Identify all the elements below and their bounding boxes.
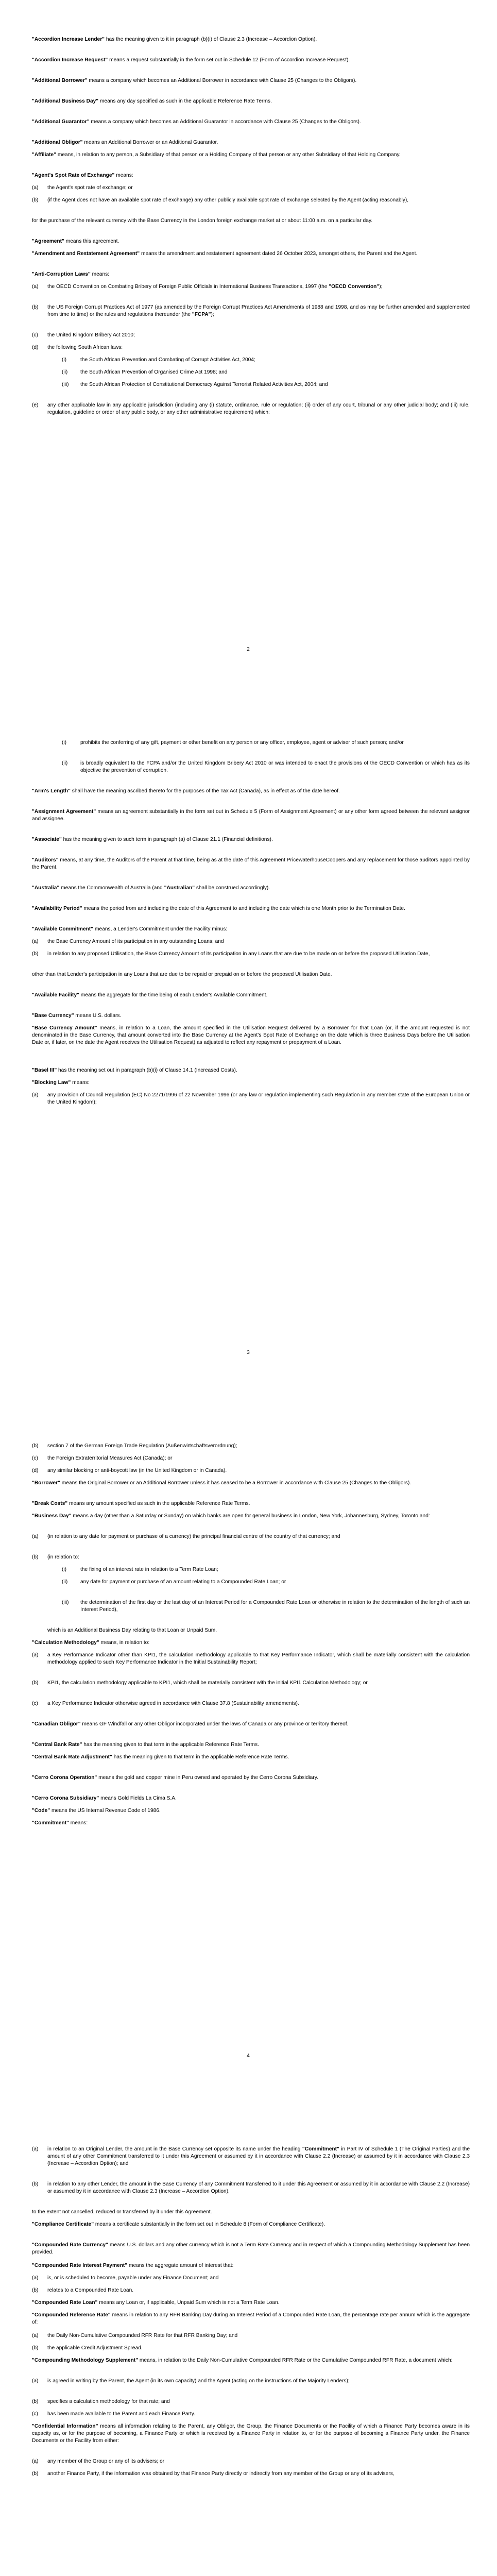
definition-commitment: "Commitment" means: [32,1820,88,1826]
list-text: any provision of Council Regulation (EC) No 2271/1996 of 22 November 1996 (or any law or regulation implementing such Regulation in any member state of the European Union or the United Kingdom); [47,1092,470,1105]
definition-base-currency-amount: "Base Currency Amount" means, in relation to a Loan, the amount specified in the Utilisation Request delivered by a Borrower for that Loan (or, if the amount requested is not denominated in the Base Currency, that amount converted into the Base Currency at the Agent's Spot Rate of Exchange on the date which is three Business Days before the Utilisation Date or, if later, on the date the Agent receives the Utilisation Request) as adjusted to reflect any repayment or prepayment of a Loan. [32,1025,470,1045]
list-label: (e) [32,402,39,408]
list-text: KPI1, the calculation methodology applicable to KPI1, which shall be materially consistent with the initial KPI1 Calculation Methodology; or [47,1680,368,1686]
list-label: (a) [32,284,39,290]
list-text: the fixing of an interest rate in relation to a Term Rate Loan; [80,1567,218,1572]
list-text: the applicable Credit Adjustment Spread. [47,2345,143,2351]
definition-business-day: "Business Day" means a day (other than a Saturday or Sunday) on which banks are open for general business in London, New York, Johannesburg, Sydney, Toronto and: [32,1513,430,1519]
definition-compounding-methodology-supplement: "Compounding Methodology Supplement" means, in relation to the Daily Non-Cumulative Compounded RFR Rate or the Cumulative Compounded RFR Rate, a document which: [32,2358,453,2363]
list-text: (in relation to: [47,1554,79,1560]
list-text: a Key Performance Indicator otherwise agreed in accordance with Clause 37.8 (Sustainability amendments). [47,1701,299,1706]
list-text: in relation to any proposed Utilisation, the Base Currency Amount of its participation in any Loans that are due to be made on or before the proposed Utilisation Date, [47,951,430,957]
definition-compounded-rate-currency: "Compounded Rate Currency" means U.S. dollars and any other currency which is not a Term Rate Currency and in respect of which a Compounding Methodology Supplement has been provided. [32,2242,470,2255]
list-text: any member of the Group or any of its advisers; or [47,2459,165,2464]
list-label: (iii) [62,1600,69,1605]
list-label: (b) [32,951,39,957]
definition-cerro-corona-operation: "Cerro Corona Operation" means the gold and copper mine in Peru owned and operated by the Cerro Corona Subsidiary. [32,1775,318,1781]
definition-assignment-agreement: "Assignment Agreement" means an agreement substantially in the form set out in Schedule 5 (Form of Assignment Agreement) or any other form agreed between the relevant assignor and assignee. [32,809,470,822]
list-text: the determination of the first day or the last day of an Interest Period for a Compounded Rate Loan or otherwise in relation to the determination of the length of such an Interest Period), [80,1600,470,1613]
list-label: (i) [62,740,67,745]
list-text: in relation to any other Lender, the amount in the Base Currency of any Commitment transferred to it under this Agreement or assumed by it in accordance with Clause 2.2 (Increase) or assumed by it in accordance with Clause 2.3 (Increase – Accordion Option), [47,2181,470,2194]
definition-auditors: "Auditors" means, at any time, the Auditors of the Parent at that time, being as at the date of this Agreement PricewaterhouseCoopers and any replacement for those auditors appointed by the Parent. [32,857,470,870]
definition-additional-guarantor: "Additional Guarantor" means a company which becomes an Additional Guarantor in accordance with Clause 25 (Changes to the Obligors). [32,119,361,125]
definition-additional-obligor: "Additional Obligor" means an Additional Borrower or an Additional Guarantor. [32,140,218,145]
definition-basel-iii: "Basel III" has the meaning set out in paragraph (b)(i) of Clause 14.1 (Increased Costs). [32,1067,237,1073]
list-text: a Key Performance Indicator other than KPI1, the calculation methodology applicable to that Key Performance Indicator, which shall be materially consistent with the calculation methodology applied to such Key Performance Indicator in the Initial Sustainability Report; [47,1652,470,1665]
list-text: is agreed in writing by the Parent, the Agent (in its own capacity) and the Agent (acting on the instructions of the Majority Lenders); [47,2378,350,2384]
definition-base-currency: "Base Currency" means U.S. dollars. [32,1013,122,1019]
definition-agreement: "Agreement" means this agreement. [32,239,119,244]
list-text: any other applicable law in any applicable jurisdiction (including any (i) statute, ordinance, rule or regulation; (ii) order of any court, tribunal or any other judicial body; and (iii) rule, regulation, guideline or order of any public body, or any other administrative requirement) which: [47,402,470,415]
list-label: (c) [32,1701,38,1706]
definition-affiliate: "Affiliate" means, in relation to any person, a Subsidiary of that person or a Holding Company of that person or any other Subsidiary of that Holding Company. [32,152,401,158]
list-label: (b) [32,1554,39,1560]
list-text: the United Kingdom Bribery Act 2010; [47,332,135,338]
list-label: (b) [32,2471,39,2477]
list-text: the Agent's spot rate of exchange; or [47,185,133,191]
list-text: (in relation to any date for payment or purchase of a currency) the principal financial centre of the country of that currency; and [47,1534,340,1539]
definition-australia: "Australia" means the Commonwealth of Australia (and "Australian" shall be construed accordingly). [32,885,270,891]
definition-associate: "Associate" has the meaning given to such term in paragraph (a) of Clause 21.1 (Financial definitions). [32,837,273,842]
list-text: the US Foreign Corrupt Practices Act of 1977 (as amended by the Foreign Corrupt Practices Act Amendments of 1988 and 1998, and as may be further amended and supplemented from time to time) or the rules and regulations thereunder (the "FCPA"); [47,304,470,317]
list-text: has been made available to the Parent and each Finance Party. [47,2411,195,2417]
list-label: (ii) [62,1579,68,1585]
list-label: (b) [32,1680,39,1686]
page-number: 3 [247,1350,250,1355]
definition-cerro-corona-subsidiary: "Cerro Corona Subsidiary" means Gold Fields La Cima S.A. [32,1795,177,1801]
list-label: (a) [32,2459,39,2464]
list-text: prohibits the conferring of any gift, payment or other benefit on any person or any officer, employee, agent or adviser of such person; and/or [80,740,404,745]
list-text: in relation to an Original Lender, the amount in the Base Currency set opposite its name under the heading "Commitment" in Part IV of Schedule 1 (The Original Parties) and the amount of any other Commitment transferred to it under this Agreement or assumed by it in accordance with Clause 2.2 (Increase) or assumed by it in accordance with Clause 2.3 (Increase – Accordion Option); and [47,2146,470,2166]
list-text: the South African Prevention and Combating of Corrupt Activities Act, 2004; [80,357,255,363]
list-label: (d) [32,345,39,350]
list-label: (i) [62,357,67,363]
paragraph: to the extent not cancelled, reduced or transferred by it under this Agreement. [32,2209,212,2215]
list-text: the South African Protection of Constitutional Democracy Against Terrorist Related Activities Act, 2004; and [80,382,328,387]
list-text: the Foreign Extraterritorial Measures Act (Canada); or [47,1455,173,1461]
paragraph: which is an Additional Business Day relating to that Loan or Unpaid Sum. [47,1628,217,1633]
list-label: (a) [32,185,39,191]
list-label: (b) [32,2345,39,2351]
definition-compounded-rate-loan: "Compounded Rate Loan" means any Loan or, if applicable, Unpaid Sum which is not a Term Rate Loan. [32,2300,280,2306]
list-text: is, or is scheduled to become, payable under any Finance Document; and [47,2275,219,2281]
list-label: (a) [32,1534,39,1539]
list-label: (c) [32,2411,38,2417]
list-text: the Daily Non-Cumulative Compounded RFR Rate for that RFR Banking Day; and [47,2333,238,2338]
definition-amendment-restatement-agreement: "Amendment and Restatement Agreement" means the amendment and restatement agreement dated 26 October 2023, amongst others, the Parent and the Agent. [32,251,418,257]
list-text: specifies a calculation methodology for that rate; and [47,2399,170,2404]
definition-canadian-obligor: "Canadian Obligor" means GF Windfall or any other Obligor incorporated under the laws of Canada or any province or territory thereof. [32,1721,349,1727]
list-text: the OECD Convention on Combating Bribery of Foreign Public Officials in International Business Transactions, 1997 (the "OECD Convention"); [47,284,383,290]
definition-agents-spot-rate: "Agent's Spot Rate of Exchange" means: [32,173,133,178]
definition-break-costs: "Break Costs" means any amount specified as such in the applicable Reference Rate Terms. [32,1501,250,1506]
list-text: (if the Agent does not have an available spot rate of exchange) any other publicly available spot rate of exchange selected by the Agent (acting reasonably), [47,197,409,203]
paragraph: for the purchase of the relevant currency with the Base Currency in the London foreign exchange market at or about 11:00 a.m. on a particular day. [32,218,373,224]
list-label: (b) [32,1443,39,1449]
list-label: (b) [32,197,39,203]
page [0,0,497,703]
list-text: is broadly equivalent to the FCPA and/or the United Kingdom Bribery Act 2010 or was intended to enact the provisions of the OECD Convention or which has as its objective the prevention of corruption. [80,760,470,773]
paragraph: other than that Lender's participation in any Loans that are due to be repaid or prepaid on or before the proposed Utilisation Date. [32,972,332,977]
list-text: relates to a Compounded Rate Loan. [47,2287,134,2293]
list-label: (a) [32,2378,39,2384]
definition-additional-business-day: "Additional Business Day" means any day specified as such in the applicable Reference Rate Terms. [32,98,272,104]
list-label: (a) [32,2333,39,2338]
list-label: (i) [62,1567,67,1572]
list-label: (a) [32,1652,39,1658]
definition-accordion-increase-lender: "Accordion Increase Lender" has the meaning given to it in paragraph (b)(i) of Clause 2.3 (Increase – Accordion Option). [32,37,317,42]
definition-blocking-law: "Blocking Law" means: [32,1080,90,1086]
definition-central-bank-rate-adjustment: "Central Bank Rate Adjustment" has the meaning given to that term in the applicable Reference Rate Terms. [32,1754,289,1760]
page [0,703,497,1406]
definition-additional-borrower: "Additional Borrower" means a company which becomes an Additional Borrower in accordance with Clause 25 (Changes to the Obligors). [32,78,357,83]
page-number: 4 [247,2053,250,2059]
page [0,1406,497,2110]
list-label: (a) [32,2146,39,2152]
list-label: (a) [32,2275,39,2281]
list-label: (b) [32,2181,39,2187]
list-label: (c) [32,1455,38,1461]
definition-available-commitment: "Available Commitment" means, a Lender's Commitment under the Facility minus: [32,926,228,932]
list-label: (c) [32,332,38,338]
definition-compounded-reference-rate: "Compounded Reference Rate" means in relation to any RFR Banking Day during an Interest Period of a Compounded Rate Loan, the percentage rate per annum which is the aggregate of: [32,2312,470,2325]
list-label: (b) [32,2287,39,2293]
list-label: (a) [32,939,39,944]
list-text: the Base Currency Amount of its participation in any outstanding Loans; and [47,939,224,944]
definition-arms-length: "Arm's Length" shall have the meaning ascribed thereto for the purposes of the Tax Act (Canada), as in effect as of the date hereof. [32,788,340,794]
list-label: (ii) [62,760,68,766]
definition-code: "Code" means the US Internal Revenue Code of 1986. [32,1808,161,1814]
list-label: (d) [32,1468,39,1473]
page-number: 2 [247,647,250,652]
definition-anti-corruption-laws: "Anti-Corruption Laws" means: [32,272,110,277]
list-text: the South African Prevention of Organised Crime Act 1998; and [80,369,228,375]
list-label: (iii) [62,382,69,387]
list-text: section 7 of the German Foreign Trade Regulation (Außenwirtschaftsverordnung); [47,1443,237,1449]
list-text: the following South African laws: [47,345,123,350]
definition-availability-period: "Availability Period" means the period from and including the date of this Agreement to and including the date which is one Month prior to the Termination Date. [32,906,405,911]
list-label: (b) [32,304,39,310]
definition-central-bank-rate: "Central Bank Rate" has the meaning given to that term in the applicable Reference Rate Terms. [32,1742,259,1748]
definition-calculation-methodology: "Calculation Methodology" means, in relation to: [32,1640,150,1646]
definition-compounded-rate-interest-payment: "Compounded Rate Interest Payment" means the aggregate amount of interest that: [32,2263,234,2268]
list-label: (a) [32,1092,39,1098]
definition-available-facility: "Available Facility" means the aggregate for the time being of each Lender's Available Commitment. [32,992,268,998]
definition-compliance-certificate: "Compliance Certificate" means a certificate substantially in the form set out in Schedule 8 (Form of Compliance Certificate). [32,2222,325,2227]
list-text: any similar blocking or anti-boycott law (in the United Kingdom or in Canada). [47,1468,227,1473]
list-label: (ii) [62,369,68,375]
list-label: (b) [32,2399,39,2404]
page [0,2110,497,2576]
definition-accordion-increase-request: "Accordion Increase Request" means a request substantially in the form set out in Schedule 12 (Form of Accordion Increase Request). [32,57,350,63]
list-text: any date for payment or purchase of an amount relating to a Compounded Rate Loan; or [80,1579,286,1585]
list-text: another Finance Party, if the information was obtained by that Finance Party directly or indirectly from any member of the Group or any of its advisers, [47,2471,395,2477]
definition-confidential-information: "Confidential Information" means all information relating to the Parent, any Obligor, the Group, the Finance Documents or the Facility of which a Finance Party becomes aware in its capacity as, or for the purpose of becoming, a Finance Party or which is received by a Finance Party in relation to, or for the purpose of becoming a Finance Party under, the Finance Documents or the Facility from either: [32,2424,470,2444]
definition-borrower: "Borrower" means the Original Borrower or an Additional Borrower unless it has ceased to be a Borrower in accordance with Clause 25 (Changes to the Obligors). [32,1480,412,1486]
